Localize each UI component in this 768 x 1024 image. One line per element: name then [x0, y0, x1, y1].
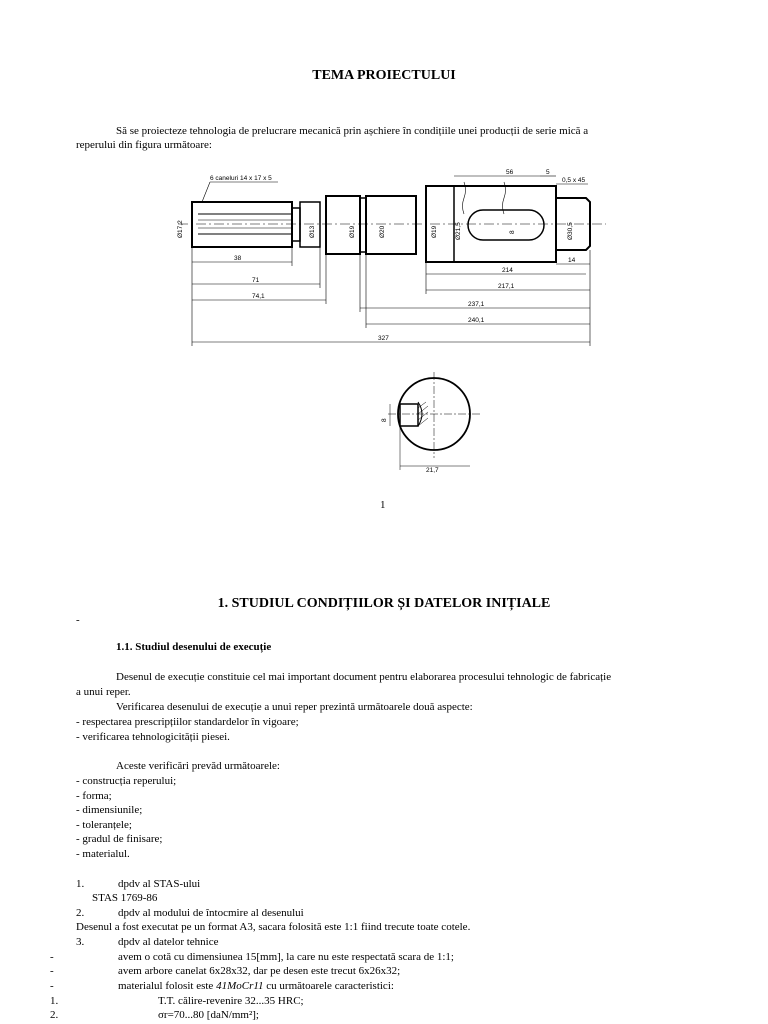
dim-74-1: 74,1: [252, 293, 265, 300]
detail-3-pre: materialul folosit este: [118, 980, 217, 992]
material-item-2-number: 2.: [50, 1009, 59, 1021]
dia-20: Ø20: [379, 225, 386, 238]
dash-2: -: [50, 965, 54, 977]
dim-14: 14: [568, 257, 576, 264]
item-2-number: 2.: [76, 907, 85, 919]
paragraph-1-line-2: a unui reper.: [76, 686, 131, 698]
keyway-slot: [468, 210, 544, 240]
dim-214: 214: [502, 267, 513, 274]
list-item: - dimensiunile;: [76, 804, 143, 817]
detail-3-post: cu următoarele caracteristici:: [263, 980, 394, 992]
keyway-dim: 8: [509, 230, 516, 234]
dia-19-a: Ø19: [349, 225, 356, 238]
list-item: - construcția reperului;: [76, 775, 177, 787]
subsection-title: 1.1. Studiul desenului de execuție: [116, 641, 272, 653]
dim-38: 38: [234, 255, 242, 262]
page-number: 1: [380, 499, 386, 511]
dia-30-5: Ø30,5: [567, 222, 574, 240]
dia-21-5: Ø21,5: [455, 222, 462, 240]
list-item: - respectarea prescripțiilor standardelor în vigoare;: [76, 716, 299, 728]
stray-dash: -: [76, 614, 80, 626]
shaft-drawing: [168, 162, 608, 352]
page-title: TEMA PROIECTULUI: [312, 68, 456, 83]
intro-paragraph: [76, 124, 696, 138]
item-1-number: 1.: [76, 878, 85, 890]
list-item: - toleranțele;: [76, 818, 132, 831]
section-dim-8: 8: [381, 418, 388, 422]
dash-3: -: [50, 980, 54, 992]
material-name: 41MoCr11: [216, 980, 264, 992]
list-item: - verificarea tehnologicității piesei.: [76, 730, 230, 743]
paragraph-1-line-1: Desenul de execuție constituie cel mai important document pentru elaborarea procesului tehnologic de fabricație: [116, 671, 612, 683]
dia-17-2: Ø17,2: [177, 220, 184, 238]
dia-13: Ø13: [309, 225, 316, 238]
list-item: - materialul.: [76, 847, 130, 860]
item-3-number: 3.: [76, 936, 85, 948]
detail-1: avem o cotă cu dimensiunea 15[mm], la care nu este respectată scara de 1:1;: [118, 951, 454, 963]
dia-19-b: Ø19: [431, 225, 438, 238]
splined-section: [192, 202, 292, 247]
detail-2: avem arbore canelat 6x28x32, dar pe desen este trecut 6x26x32;: [118, 965, 401, 977]
paragraph-2: Verificarea desenului de execuție a unui reper prezintă următoarele două aspecte:: [116, 701, 473, 713]
detail-3: [118, 979, 394, 994]
intro-line-2: reperului din figura următoare:: [76, 139, 212, 151]
paragraph-3: Aceste verificări prevăd următoarele:: [116, 760, 280, 772]
material-item-2: σr=70...80 [daN/mm²];: [158, 1009, 259, 1021]
item-1-sub: STAS 1769-86: [92, 892, 158, 904]
section-dim-21-7: 21,7: [426, 467, 439, 474]
list-item: - gradul de finisare;: [76, 833, 163, 846]
label-chamfer: 0,5 x 45: [562, 177, 586, 184]
intro-line-1: Să se proiecteze tehnologia de prelucrare mecanică prin așchiere în condițiile unei producții de serie mică a: [116, 125, 589, 137]
dim-237-1: 237,1: [468, 301, 485, 308]
dim-71: 71: [252, 277, 260, 284]
dash-1: -: [50, 951, 54, 963]
dim-56: 56: [506, 169, 514, 176]
dim-240-1: 240,1: [468, 317, 485, 324]
item-2-text: dpdv al modului de întocmire al desenului: [118, 907, 304, 919]
item-1-text: dpdv al STAS-ului: [118, 878, 201, 890]
section-title: 1. STUDIUL CONDIȚIILOR ȘI DATELOR INIȚIALE: [217, 596, 551, 611]
dim-217-1: 217,1: [498, 283, 515, 290]
section-view: [368, 368, 488, 480]
label-caneluri: 6 caneluri 14 x 17 x 5: [210, 175, 272, 182]
material-item-1: T.T. călire-revenire 32...35 HRC;: [158, 995, 304, 1007]
material-item-1-number: 1.: [50, 995, 59, 1007]
dim-5: 5: [546, 169, 550, 176]
list-item: - forma;: [76, 789, 112, 802]
checks-list: [76, 774, 176, 862]
item-3-text: dpdv al datelor tehnice: [118, 936, 219, 948]
item-2-sub: Desenul a fost executat pe un format A3, sacara folosită este 1:1 fiind trecute toate cotele.: [76, 921, 471, 933]
dim-327: 327: [378, 335, 389, 342]
aspects-list: [76, 715, 299, 744]
